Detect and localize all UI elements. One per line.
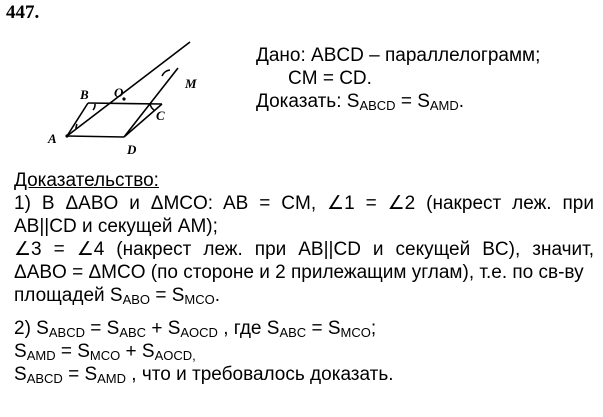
proof-p1-line4: ΔABO = ΔMCO (по стороне и 2 прилежащим углам), т.е. по св-ву <box>14 262 584 283</box>
proof-p1-line1: 1) В ΔABO и ΔMCO: AB = CM, ∠1 = ∠2 (накрест леж. при <box>14 193 594 214</box>
parallelogram-figure <box>40 30 200 160</box>
angle-4-mark <box>150 104 154 110</box>
prove-line: Доказать: $S_{ABCD} = S_{AMD}$. <box>256 91 465 113</box>
line-dm <box>124 68 178 137</box>
angle-3-mark <box>93 104 95 110</box>
proof-p2-line2: $S_{AMD} = S_{MCO} + S_{AOCD,}$ <box>14 341 196 363</box>
proof-p2-line1: 2) $S_{ABCD} = S_{ABC} + S_{AOCD}$ , где $S_{ABC} = S_{MCO}$; <box>14 318 377 340</box>
angle-2-mark <box>162 70 170 76</box>
side-da <box>67 136 124 137</box>
label-c: C <box>156 108 165 123</box>
given-line-1: Дано: ABCD – параллелограмм; <box>256 45 541 66</box>
proof-heading: Доказательство: <box>14 170 159 191</box>
proof-p1-line5: площадей $S_{ABO} = S_{MCO}$. <box>14 285 220 307</box>
label-a: A <box>48 131 57 146</box>
proof-block <box>14 169 594 386</box>
given-line-2: CM = CD. <box>288 68 372 89</box>
problem-number: 447. <box>6 2 40 23</box>
proof-p1-line3: ∠3 = ∠4 (накрест леж. при AB||CD и секущей BC), значит, <box>14 239 594 260</box>
given-block <box>256 44 540 113</box>
label-b: B <box>80 87 89 102</box>
side-ab <box>67 103 88 136</box>
label-m: M <box>185 76 197 91</box>
label-d: D <box>127 142 137 157</box>
proof-p2-line3: $S_{ABCD} = S_{AMD}$ , что и требовалось доказать. <box>14 364 394 386</box>
proof-p1-line2: AB||CD и секущей AM); <box>14 216 218 237</box>
label-o: O <box>114 85 124 100</box>
